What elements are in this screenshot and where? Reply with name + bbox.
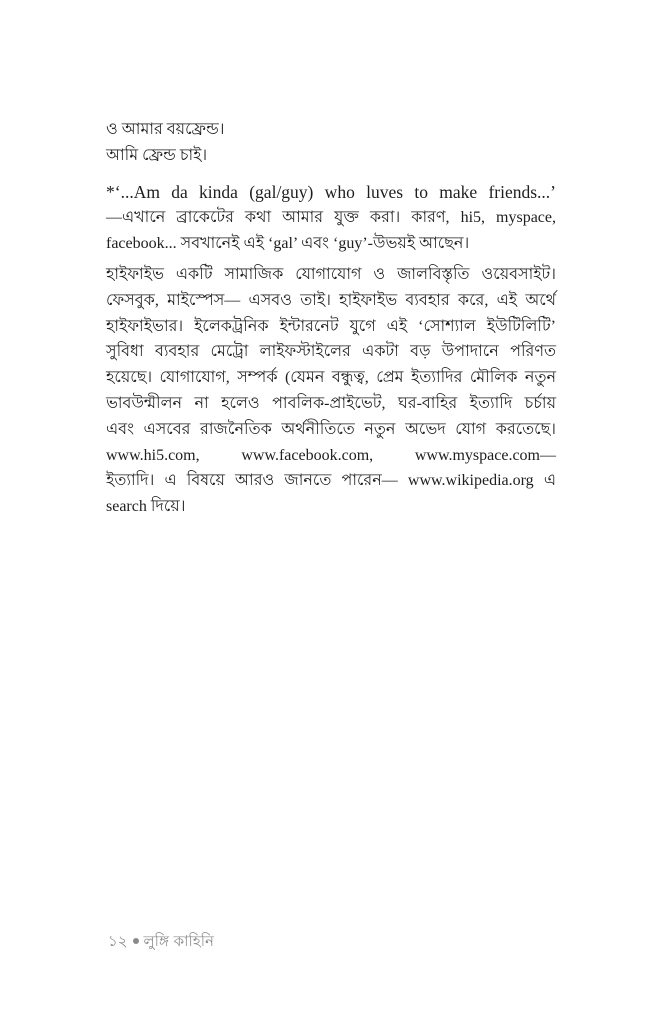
text-line: হাইফাইভ একটি সামাজিক যোগাযোগ ও জালবিস্তৃতি ওয়েবসাইট। — [106, 265, 556, 283]
url-line: www.hi5.com, www.facebook.com, www.myspace.com— — [106, 446, 556, 464]
text-line: হাইফাইভার। ইলেকট্রনিক ইন্টারনেট যুগে এই ‘সোশ্যাল ইউটিলিটি’ — [106, 317, 556, 335]
text-line: *‘...Am da kinda (gal/guy) who luves to make friends...’ — [106, 181, 556, 202]
page-footer — [108, 930, 214, 955]
text-line: এবং এসবের রাজনৈতিক অর্থনীতিতে নতুন অভেদ যোগ করতেছে। — [106, 420, 556, 438]
page-content — [106, 117, 556, 520]
body-paragraph — [106, 262, 556, 520]
text-line: ফেসবুক, মাইস্পেস— এসবও তাই। হাইফাইভ ব্যবহার করে, এই অর্থে — [106, 291, 556, 309]
intro-paragraph — [106, 117, 556, 169]
page-number: ১২ — [108, 932, 128, 950]
text-line: ভাবউন্মীলন না হলেও পাবলিক-প্রাইভেট, ঘর-বাহির ইত্যাদি চর্চায় — [106, 394, 556, 412]
text-line: facebook... সবখানেই এই ‘gal’ এবং ‘guy’-উভয়ই আছেন। — [106, 235, 470, 253]
text-line: আমি ফ্রেন্ড চাই। — [106, 146, 208, 164]
text-line: ও আমার বয়ফ্রেন্ড। — [106, 121, 225, 138]
bullet-separator-icon — [133, 938, 139, 944]
text-line: ইত্যাদি। এ বিষয়ে আরও জানতে পারেন— www.wikipedia.org এ — [106, 472, 556, 490]
text-line: search দিয়ে। — [106, 498, 186, 516]
footnote-paragraph — [106, 180, 556, 257]
text-line: —এখানে ব্রাকেটের কথা আমার যুক্ত করা। কারণ, hi5, myspace, — [106, 209, 556, 227]
text-line: হয়েছে। যোগাযোগ, সম্পর্ক (যেমন বন্ধুত্ব, প্রেম ইত্যাদির মৌলিক নতুন — [106, 369, 556, 387]
text-line: সুবিধা ব্যবহার মেট্রো লাইফস্টাইলের একটা বড় উপাদানে পরিণত — [106, 343, 556, 361]
book-title: লুঙ্গি কাহিনি — [143, 932, 214, 950]
